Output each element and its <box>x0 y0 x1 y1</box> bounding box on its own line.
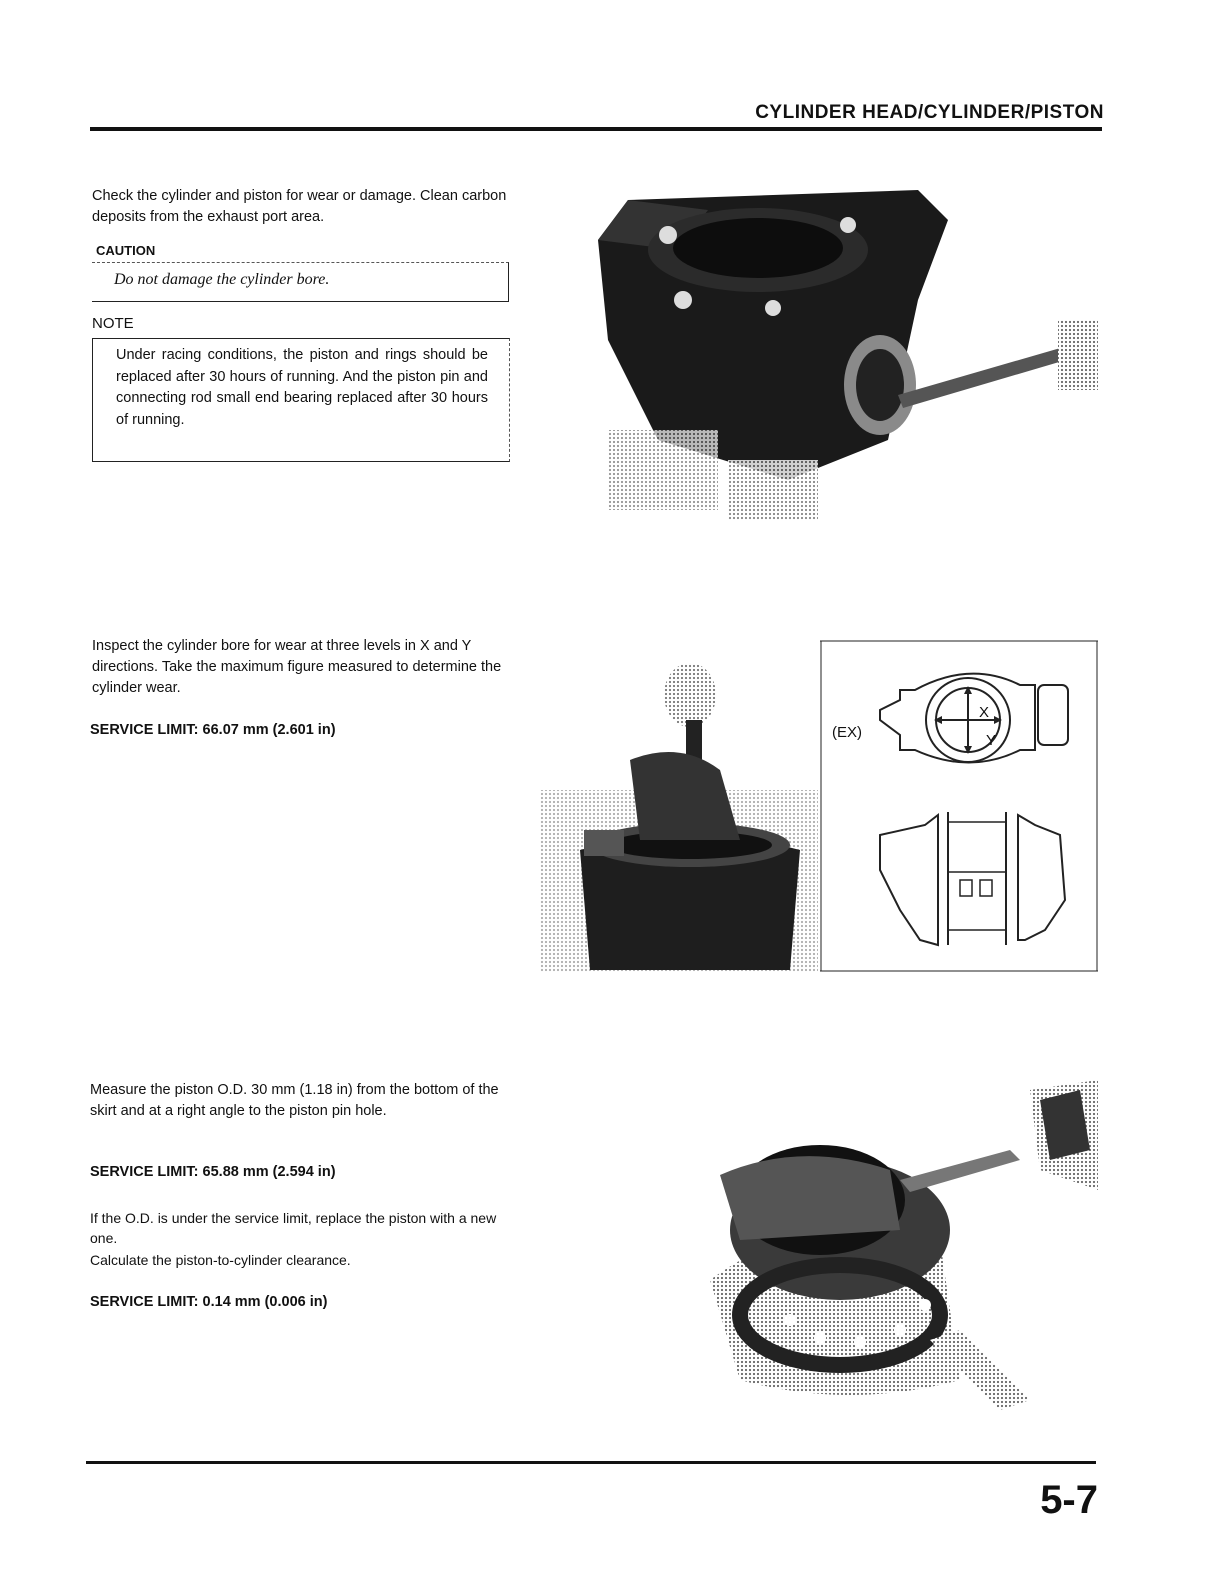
caution-text: Do not damage the cylinder bore. <box>114 271 330 288</box>
section3-service-limit-od <box>90 1164 336 1180</box>
section3-replace-text: If the O.D. is under the service limit, replace the piston with a new one. <box>90 1210 497 1246</box>
cylinder-photo <box>588 180 1100 530</box>
section2-service-limit <box>90 722 336 738</box>
service-limit-value: 65.88 mm (2.594 in) <box>202 1164 336 1180</box>
bore-gauge-photo <box>540 640 818 972</box>
x-direction-label: X <box>979 704 990 721</box>
caution-label: CAUTION <box>96 243 156 258</box>
footer-rule <box>86 1461 1096 1464</box>
section3-service-limit-clearance <box>90 1294 327 1310</box>
service-limit-value: 66.07 mm (2.601 in) <box>202 722 336 738</box>
header-rule <box>90 127 1102 131</box>
section3-text: Measure the piston O.D. 30 mm (1.18 in) from the bottom of the skirt and at a right angle to the piston pin hole. <box>90 1082 499 1119</box>
note-label: NOTE <box>92 315 134 332</box>
service-limit-label: SERVICE LIMIT: <box>90 722 199 738</box>
service-limit-label: SERVICE LIMIT: <box>90 1164 199 1180</box>
note-text: Under racing conditions, the piston and rings should be replaced after 30 hours of running. And the piston pin and connecting rod small end bearing replaced after 30 hours of running. <box>116 347 488 428</box>
piston-measurement-photo <box>700 1080 1100 1420</box>
service-limit-label: SERVICE LIMIT: <box>90 1294 199 1310</box>
section1-intro-text: Check the cylinder and piston for wear or damage. Clean carbon deposits from the exhaust port area. <box>92 188 507 225</box>
cylinder-measurement-diagram <box>820 640 1098 972</box>
section2-text: Inspect the cylinder bore for wear at three levels in X and Y directions. Take the maximum figure measured to determine the cylinder wear. <box>92 638 502 696</box>
exhaust-label: (EX) <box>832 724 862 741</box>
page-header-title: CYLINDER HEAD/CYLINDER/PISTON <box>755 102 1104 123</box>
service-limit-value: 0.14 mm (0.006 in) <box>202 1294 328 1310</box>
y-direction-label: Y <box>986 732 997 749</box>
section3-calculate-text: Calculate the piston-to-cylinder clearance. <box>90 1252 351 1268</box>
page-number: 5-7 <box>1040 1478 1098 1522</box>
